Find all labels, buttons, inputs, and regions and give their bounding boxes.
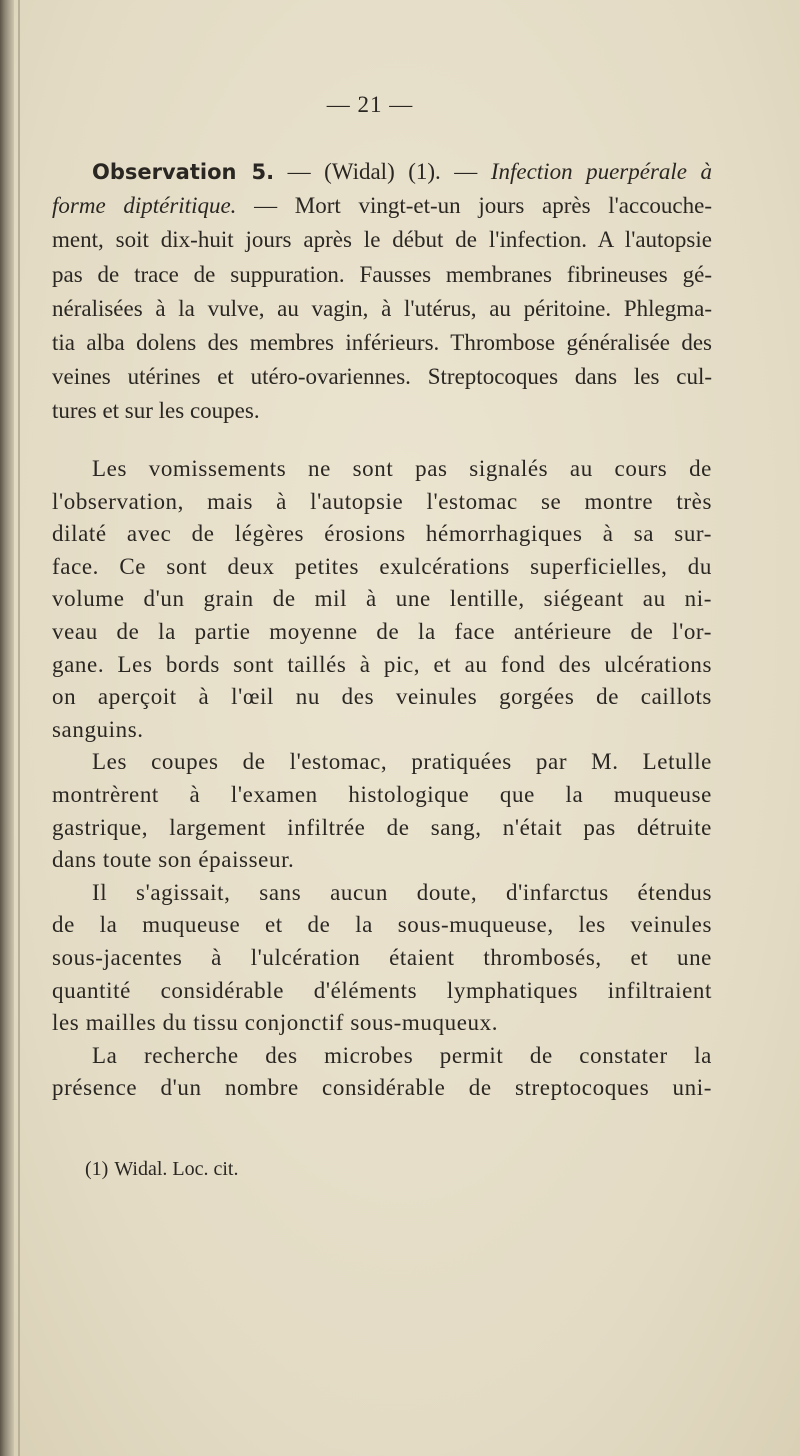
paragraph-3-line: de la muqueuse et de la sous-muqueuse, les veinules: [52, 912, 712, 938]
page-binding-shadow: [0, 0, 14, 1456]
footnote-marker: (1): [85, 1158, 109, 1180]
paragraph-1-line: sanguins.: [52, 716, 144, 742]
paragraph-4-line: La recherche des microbes permit de constater la: [92, 1042, 712, 1068]
paragraph-2-line: Les coupes de l'estomac, pratiquées par M. Letulle: [92, 749, 712, 775]
observation-line-2-rest: — Mort vingt-et-un jours après l'accouche-: [236, 193, 712, 219]
observation-line: néralisées à la vulve, au vagin, à l'utérus, au péritoine. Phlegma-: [52, 295, 712, 321]
footnote-text: Widal. Loc. cit.: [114, 1158, 239, 1180]
paragraph-2-line: montrèrent à l'examen histologique que la muqueuse: [52, 781, 712, 807]
observation-title-part1: Infection puerpérale à: [490, 159, 713, 184]
paragraph-3-line: sous-jacentes à l'ulcération étaient thrombosés, et une: [52, 944, 712, 970]
observation-citation: — (Widal) (1). —: [274, 159, 491, 184]
observation-block: [52, 155, 712, 429]
paragraph-3-line: quantité considérable d'éléments lymphatiques infiltraient: [52, 977, 712, 1003]
paragraph-1-line: veau de la partie moyenne de la face antérieure de l'or-: [52, 618, 712, 644]
paragraph-3-line: Il s'agissait, sans aucun doute, d'infarctus étendus: [92, 879, 712, 905]
observation-heading-line: [52, 155, 712, 189]
paragraph-1-line: volume d'un grain de mil à une lentille, siégeant au ni-: [52, 586, 712, 612]
observation-line: pas de trace de suppuration. Fausses membranes fibrineuses gé-: [52, 261, 712, 287]
paragraph-1-line: dilaté avec de légères érosions hémorrhagiques à sa sur-: [52, 521, 712, 547]
paragraph-2-line: dans toute son épaisseur.: [52, 847, 295, 873]
observation-label: Observation 5.: [92, 160, 275, 184]
paragraph-1-line: on aperçoit à l'œil nu des veinules gorgées de caillots: [52, 684, 712, 710]
body-text: [52, 453, 712, 1105]
paragraph-4-line: présence d'un nombre considérable de streptocoques uni-: [52, 1075, 712, 1101]
page-edge-line: [18, 0, 20, 1456]
paragraph-1-line: gane. Les bords sont taillés à pic, et au fond des ulcérations: [52, 651, 712, 677]
page-number: — 21 —: [326, 92, 414, 117]
observation-title-part2: forme diptéritique.: [52, 193, 237, 219]
observation-line-2: [52, 189, 712, 223]
paragraph-1-line: Les vomissements ne sont pas signalés au cours de: [92, 456, 712, 481]
observation-line: tia alba dolens des membres inférieurs. Thrombose généralisée des: [52, 330, 712, 356]
observation-line: tures et sur les coupes.: [52, 398, 260, 424]
paragraph-1-line: face. Ce sont deux petites exulcérations superficielles, du: [52, 553, 712, 579]
observation-line: ment, soit dix-huit jours après le début de l'infection. A l'autopsie: [52, 227, 712, 253]
observation-line: veines utérines et utéro-ovariennes. Streptocoques dans les cul-: [52, 364, 712, 390]
paragraph-1-line: l'observation, mais à l'autopsie l'estomac se montre très: [52, 488, 712, 514]
paragraph-3-line: les mailles du tissu conjonctif sous-muqueux.: [52, 1010, 499, 1036]
footnote: [85, 1158, 238, 1181]
paragraph-2-line: gastrique, largement infiltrée de sang, n'était pas détruite: [52, 814, 712, 840]
